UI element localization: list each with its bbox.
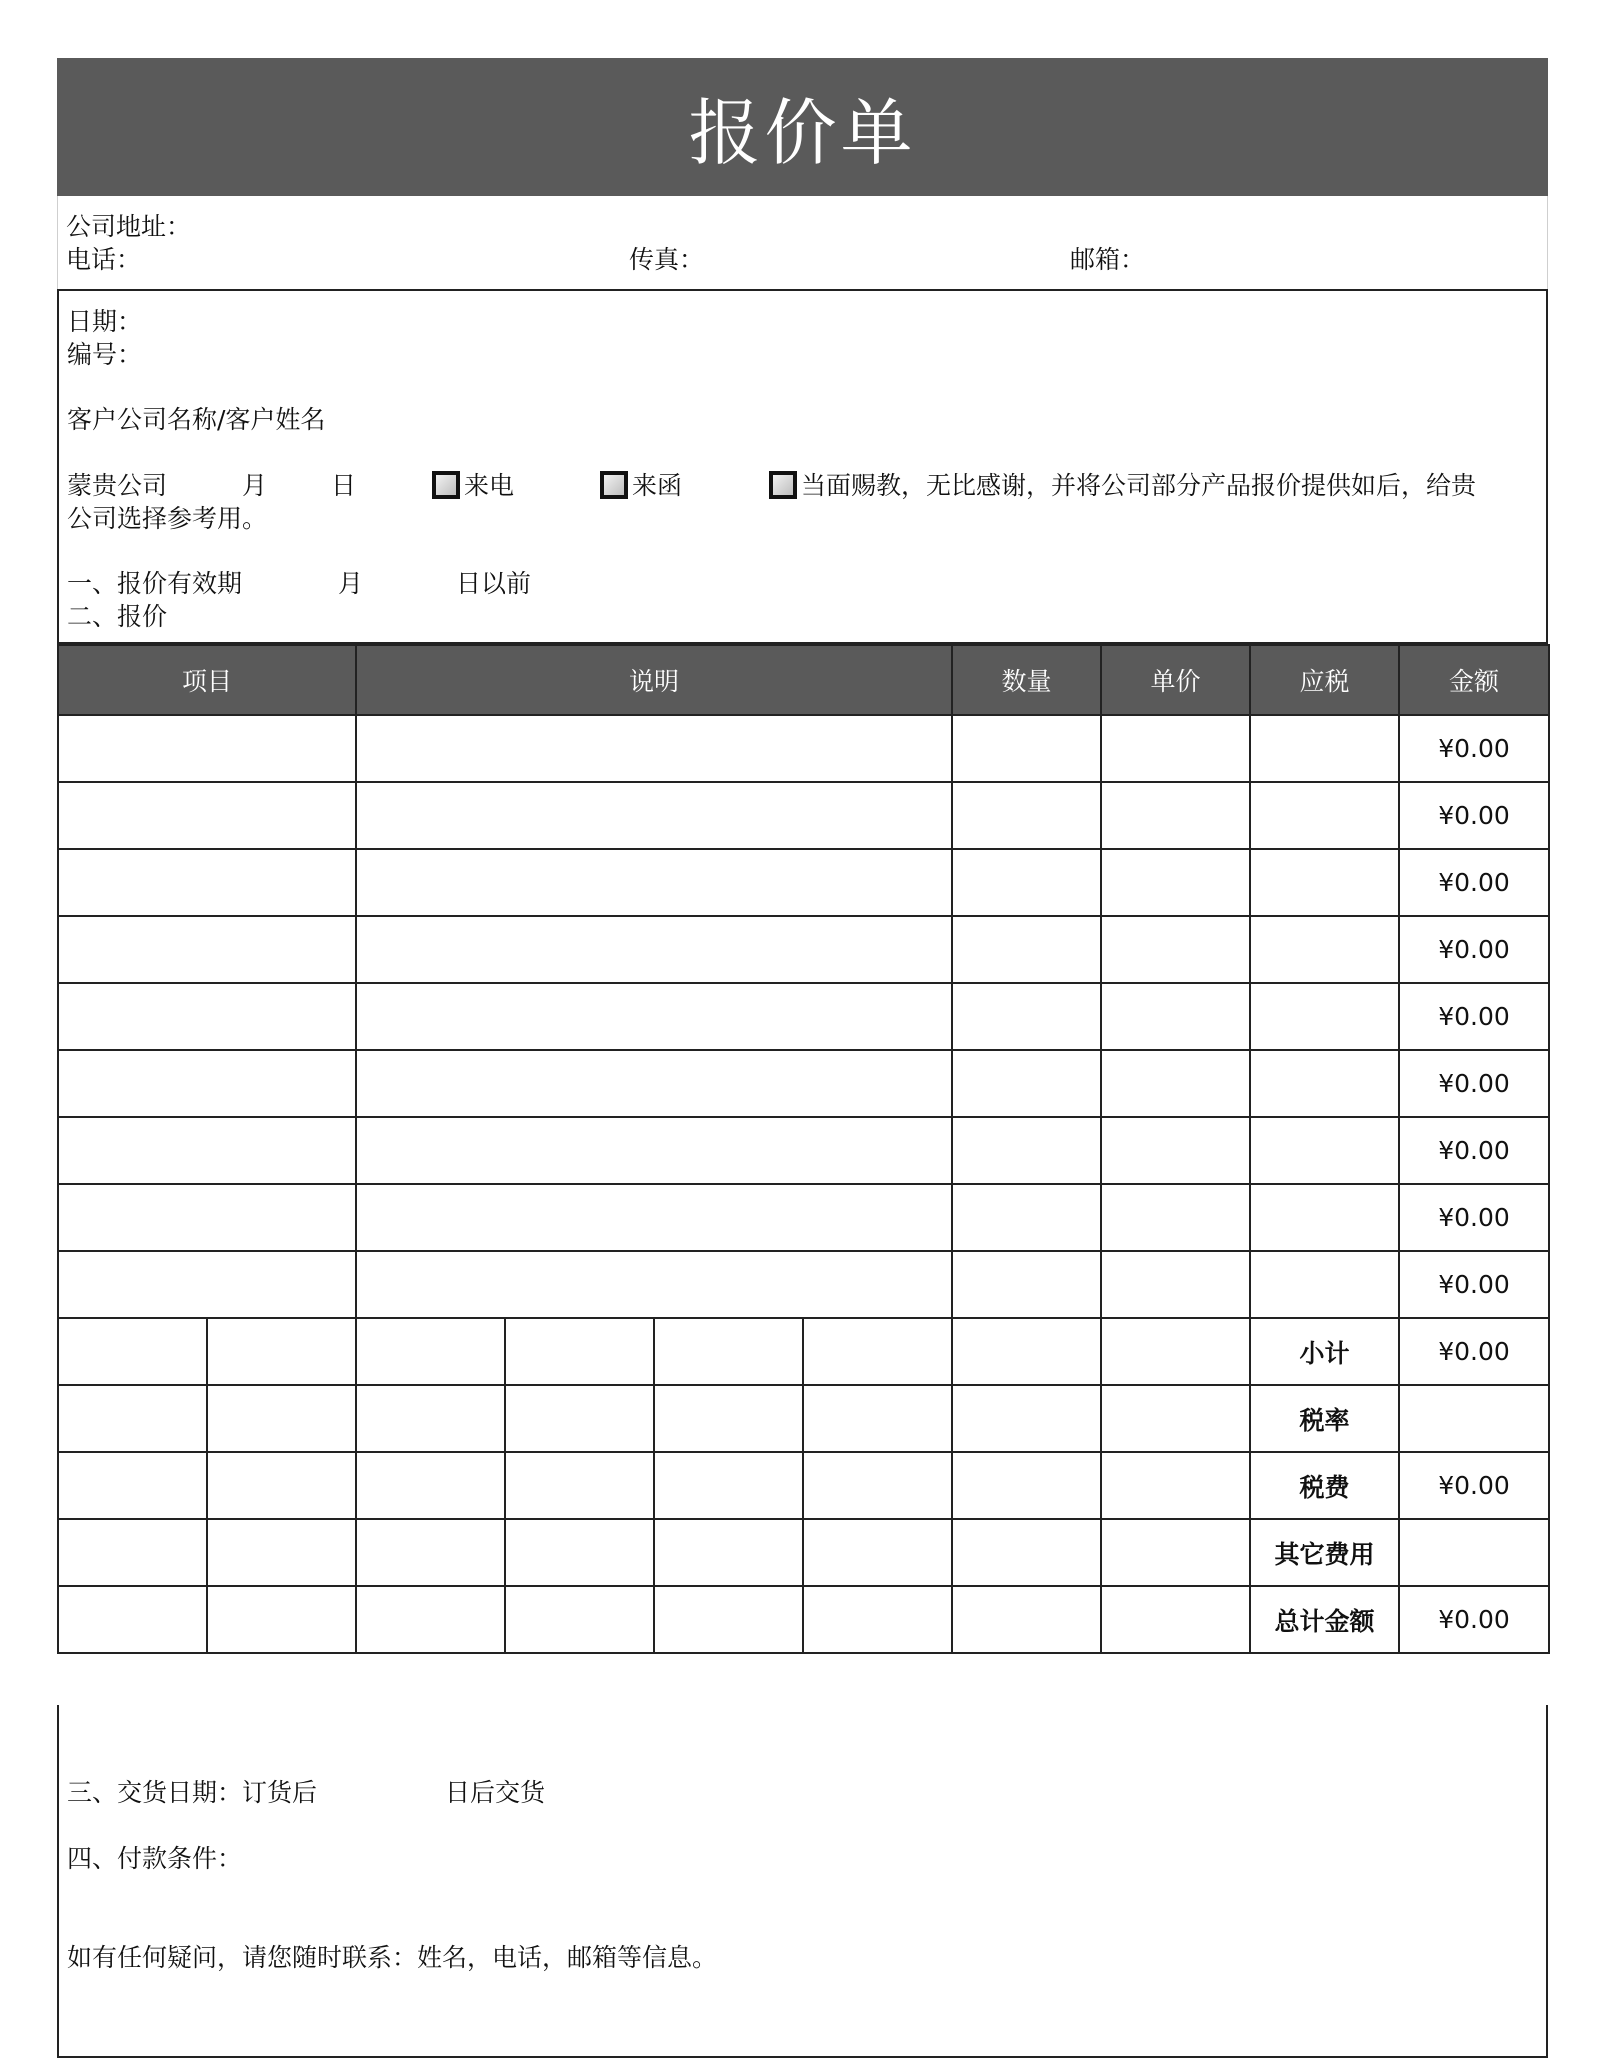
option-letter-label: 来函 — [632, 471, 683, 500]
amount-cell: ¥0.00 — [1399, 1184, 1549, 1251]
taxable-cell[interactable] — [1250, 782, 1399, 849]
table-row — [58, 916, 1549, 983]
blank-cell[interactable] — [505, 1586, 654, 1653]
blank-cell[interactable] — [207, 1586, 356, 1653]
blank-cell[interactable] — [952, 1318, 1101, 1385]
quantity-cell[interactable] — [952, 1184, 1101, 1251]
option-visit-label: 当面赐教，无比感谢，并将公司部分产品报价提供如后，给贵 — [801, 471, 1477, 500]
checkbox-icon[interactable] — [600, 471, 628, 499]
blank-cell[interactable] — [803, 1519, 952, 1586]
date-label: 日期： — [67, 307, 143, 336]
summary-row — [58, 1318, 1549, 1385]
table-row — [58, 849, 1549, 916]
item-cell[interactable] — [58, 782, 356, 849]
taxable-cell[interactable] — [1250, 983, 1399, 1050]
amount-cell: ¥0.00 — [1399, 849, 1549, 916]
validity-line — [67, 567, 767, 600]
summary-label: 总计金额 — [1250, 1586, 1399, 1653]
blank-cell[interactable] — [952, 1385, 1101, 1452]
header-description: 说明 — [356, 645, 952, 715]
delivery-suffix: 日后交货 — [445, 1778, 546, 1807]
quote-label: 二、报价 — [67, 602, 168, 631]
blank-cell[interactable] — [505, 1385, 654, 1452]
unit-price-cell[interactable] — [1101, 849, 1250, 916]
summary-value: ¥0.00 — [1399, 1452, 1549, 1519]
table-row — [58, 715, 1549, 782]
summary-row — [58, 1452, 1549, 1519]
summary-label: 税费 — [1250, 1452, 1399, 1519]
table-row — [58, 1184, 1549, 1251]
blank-cell[interactable] — [654, 1385, 803, 1452]
amount-cell: ¥0.00 — [1399, 916, 1549, 983]
blank-cell[interactable] — [58, 1385, 207, 1452]
item-cell[interactable] — [58, 1251, 356, 1318]
payment-terms: 四、付款条件： — [67, 1844, 243, 1873]
amount-cell: ¥0.00 — [1399, 983, 1549, 1050]
taxable-cell[interactable] — [1250, 1184, 1399, 1251]
header-quantity: 数量 — [952, 645, 1101, 715]
option-visit[interactable] — [769, 469, 1476, 502]
checkbox-icon[interactable] — [432, 471, 460, 499]
header-item: 项目 — [58, 645, 356, 715]
amount-cell: ¥0.00 — [1399, 715, 1549, 782]
blank-cell[interactable] — [803, 1452, 952, 1519]
blank-cell[interactable] — [356, 1318, 505, 1385]
blank-cell[interactable] — [654, 1452, 803, 1519]
description-cell[interactable] — [356, 782, 952, 849]
greeting-month: 月 — [242, 471, 268, 500]
blank-cell[interactable] — [1101, 1452, 1250, 1519]
blank-cell[interactable] — [207, 1452, 356, 1519]
email-label: 邮箱： — [1070, 245, 1146, 274]
summary-value: ¥0.00 — [1399, 1586, 1549, 1653]
amount-cell: ¥0.00 — [1399, 782, 1549, 849]
unit-price-cell[interactable] — [1101, 715, 1250, 782]
blank-cell[interactable] — [356, 1586, 505, 1653]
table-row — [58, 1117, 1549, 1184]
unit-price-cell[interactable] — [1101, 1050, 1250, 1117]
option-letter[interactable] — [600, 469, 682, 502]
description-cell[interactable] — [356, 1050, 952, 1117]
blank-cell[interactable] — [1101, 1385, 1250, 1452]
amount-cell: ¥0.00 — [1399, 1117, 1549, 1184]
table-row — [58, 782, 1549, 849]
blank-cell[interactable] — [356, 1519, 505, 1586]
blank-cell[interactable] — [952, 1586, 1101, 1653]
quantity-cell[interactable] — [952, 1117, 1101, 1184]
item-cell[interactable] — [58, 715, 356, 782]
description-cell[interactable] — [356, 1184, 952, 1251]
unit-price-cell[interactable] — [1101, 1184, 1250, 1251]
amount-cell: ¥0.00 — [1399, 1050, 1549, 1117]
blank-cell[interactable] — [654, 1586, 803, 1653]
blank-cell[interactable] — [1101, 1586, 1250, 1653]
description-cell[interactable] — [356, 983, 952, 1050]
taxable-cell[interactable] — [1250, 715, 1399, 782]
description-cell[interactable] — [356, 849, 952, 916]
blank-cell[interactable] — [356, 1452, 505, 1519]
table-row — [58, 983, 1549, 1050]
summary-label: 其它费用 — [1250, 1519, 1399, 1586]
option-phone-label: 来电 — [464, 471, 515, 500]
blank-cell[interactable] — [803, 1318, 952, 1385]
taxable-cell[interactable] — [1250, 849, 1399, 916]
validity-month: 月 — [338, 569, 364, 598]
description-cell[interactable] — [356, 1251, 952, 1318]
amount-cell: ¥0.00 — [1399, 1251, 1549, 1318]
blank-cell[interactable] — [58, 1586, 207, 1653]
summary-row — [58, 1519, 1549, 1586]
blank-cell[interactable] — [952, 1452, 1101, 1519]
quantity-cell[interactable] — [952, 916, 1101, 983]
summary-row — [58, 1586, 1549, 1653]
taxable-cell[interactable] — [1250, 916, 1399, 983]
greeting-line — [67, 469, 1540, 502]
table-row — [58, 1050, 1549, 1117]
summary-row — [58, 1385, 1549, 1452]
quantity-cell[interactable] — [952, 1050, 1101, 1117]
quantity-cell[interactable] — [952, 782, 1101, 849]
delivery-line — [67, 1776, 667, 1809]
customer-label: 客户公司名称/客户姓名 — [67, 405, 326, 434]
summary-value — [1399, 1519, 1549, 1586]
contact-note: 如有任何疑问，请您随时联系：姓名，电话，邮箱等信息。 — [67, 1943, 718, 1972]
blank-cell[interactable] — [505, 1318, 654, 1385]
description-cell[interactable] — [356, 916, 952, 983]
item-cell[interactable] — [58, 1050, 356, 1117]
table-row — [58, 1251, 1549, 1318]
description-cell[interactable] — [356, 715, 952, 782]
blank-cell[interactable] — [207, 1318, 356, 1385]
description-cell[interactable] — [356, 1117, 952, 1184]
unit-price-cell[interactable] — [1101, 983, 1250, 1050]
fax-label: 传真： — [629, 245, 705, 274]
number-label: 编号： — [67, 340, 143, 369]
quote-footer — [57, 1705, 1548, 2058]
unit-price-cell[interactable] — [1101, 782, 1250, 849]
greeting-day: 日 — [331, 471, 357, 500]
blank-cell[interactable] — [207, 1385, 356, 1452]
blank-cell[interactable] — [58, 1519, 207, 1586]
quote-table — [57, 644, 1550, 1654]
summary-label: 小计 — [1250, 1318, 1399, 1385]
greeting-continuation: 公司选择参考用。 — [67, 504, 268, 533]
quantity-cell[interactable] — [952, 849, 1101, 916]
taxable-cell[interactable] — [1250, 1117, 1399, 1184]
summary-label: 税率 — [1250, 1385, 1399, 1452]
blank-cell[interactable] — [654, 1318, 803, 1385]
blank-cell[interactable] — [505, 1519, 654, 1586]
checkbox-icon[interactable] — [769, 471, 797, 499]
quantity-cell[interactable] — [952, 1251, 1101, 1318]
quote-info — [57, 289, 1548, 644]
blank-cell[interactable] — [58, 1318, 207, 1385]
header-amount: 金额 — [1399, 645, 1549, 715]
item-cell[interactable] — [58, 983, 356, 1050]
quantity-cell[interactable] — [952, 715, 1101, 782]
summary-value — [1399, 1385, 1549, 1452]
taxable-cell[interactable] — [1250, 1251, 1399, 1318]
company-info — [57, 196, 1548, 289]
blank-cell[interactable] — [803, 1586, 952, 1653]
blank-cell[interactable] — [654, 1519, 803, 1586]
item-cell[interactable] — [58, 849, 356, 916]
item-cell[interactable] — [58, 916, 356, 983]
validity-prefix: 一、报价有效期 — [67, 569, 243, 598]
header-unit-price: 单价 — [1101, 645, 1250, 715]
table-header-row — [58, 645, 1549, 715]
validity-suffix: 日以前 — [456, 569, 532, 598]
item-cell[interactable] — [58, 1184, 356, 1251]
option-phone[interactable] — [432, 469, 514, 502]
blank-cell[interactable] — [356, 1385, 505, 1452]
blank-cell[interactable] — [1101, 1519, 1250, 1586]
blank-cell[interactable] — [952, 1519, 1101, 1586]
item-cell[interactable] — [58, 1117, 356, 1184]
blank-cell[interactable] — [58, 1452, 207, 1519]
unit-price-cell[interactable] — [1101, 1117, 1250, 1184]
greeting-prefix: 蒙贵公司 — [67, 471, 168, 500]
blank-cell[interactable] — [207, 1519, 356, 1586]
summary-value: ¥0.00 — [1399, 1318, 1549, 1385]
unit-price-cell[interactable] — [1101, 1251, 1250, 1318]
page-title: 报价单 — [57, 58, 1548, 196]
taxable-cell[interactable] — [1250, 1050, 1399, 1117]
blank-cell[interactable] — [505, 1452, 654, 1519]
unit-price-cell[interactable] — [1101, 916, 1250, 983]
phone-label: 电话： — [66, 245, 142, 274]
blank-cell[interactable] — [803, 1385, 952, 1452]
blank-cell[interactable] — [1101, 1318, 1250, 1385]
address-label: 公司地址： — [66, 212, 192, 241]
quantity-cell[interactable] — [952, 983, 1101, 1050]
delivery-prefix: 三、交货日期：订货后 — [67, 1778, 318, 1807]
header-taxable: 应税 — [1250, 645, 1399, 715]
